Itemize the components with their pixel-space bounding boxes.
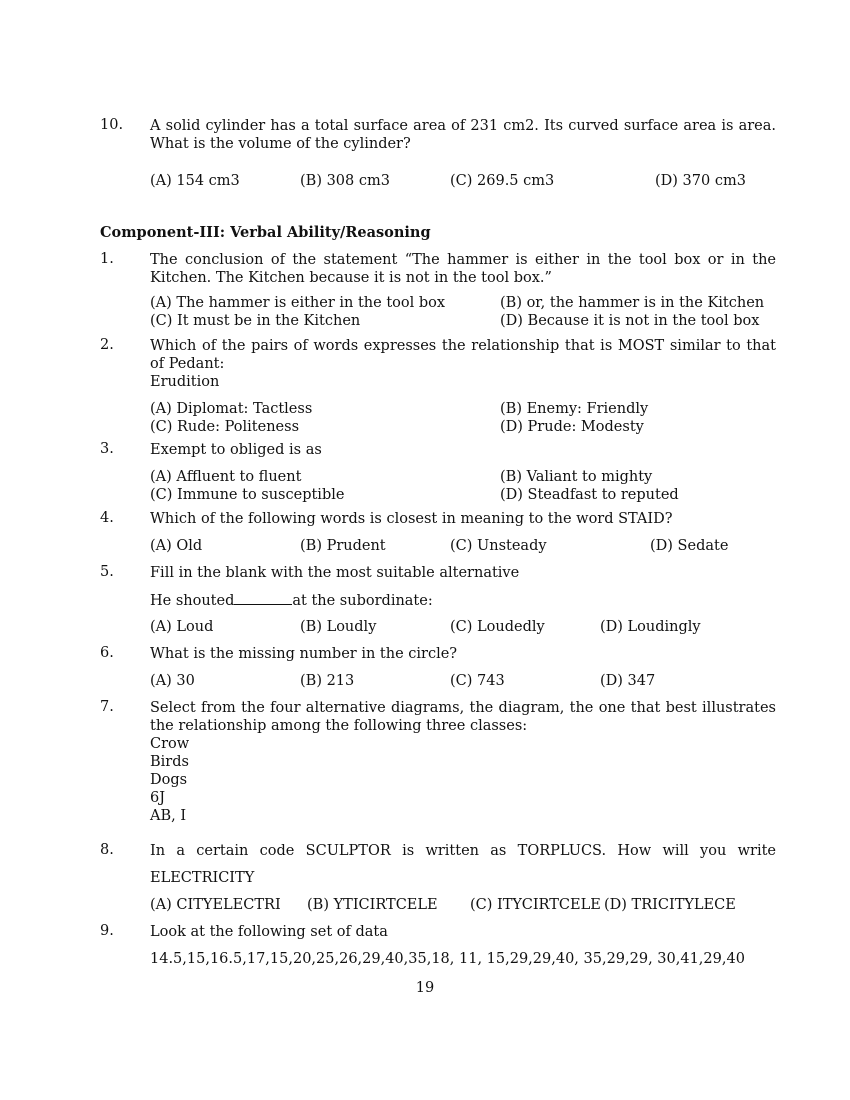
class-line: Crow [150,736,190,752]
option-d: (D) Loudingly [600,619,701,635]
option-b: (B) Valiant to mighty [500,469,653,485]
option-d: (D) Prude: Modesty [500,419,644,435]
option-b: (B) 308 cm3 [300,173,390,189]
question-text: A solid cylinder has a total surface area of 231 cm2. Its curved surface area is area. What is the volume of the cylinder? [150,118,776,152]
question-number: 6. [100,645,114,661]
option-a: (A) Affluent to fluent [150,469,302,485]
question-number: 4. [100,510,114,526]
question-extra-line: Erudition [150,374,220,390]
option-a: (A) The hammer is either in the tool box [150,295,446,311]
sentence-after: at the subordinate: [292,593,433,609]
class-line: Dogs [150,772,188,788]
section-heading: Component-III: Verbal Ability/Reasoning [100,224,431,241]
option-a: (A) Loud [150,619,214,635]
option-a: (A) CITYELECTRI [150,897,281,913]
question-text: The conclusion of the statement “The hammer is either in the tool box or in the Kitchen. The Kitchen because it is not in the tool box.” [150,252,776,286]
option-c: (C) Rude: Politeness [150,419,300,435]
option-c: (C) 743 [450,673,505,689]
question-word: ELECTRICITY [150,870,255,886]
sentence-before: He shouted [150,593,235,609]
class-line: Birds [150,754,189,770]
option-d: (D) TRICITYLECE [604,897,736,913]
option-c: (C) Loudedly [450,619,545,635]
option-d: (D) Steadfast to reputed [500,487,679,503]
question-text: Select from the four alternative diagrams, the diagram, the one that best illustrates the relationship among the following three classes: [150,700,776,734]
option-d: (D) 347 [600,673,656,689]
option-b: (B) Enemy: Friendly [500,401,649,417]
answer-blank [234,591,292,605]
question-number: 5. [100,564,114,580]
option-b: (B) Prudent [300,538,386,554]
question-text: In a certain code SCULPTOR is written as TORPLUCS. How will you write [150,843,776,859]
option-c: (C) It must be in the Kitchen [150,313,361,329]
option-c: (C) Immune to susceptible [150,487,345,503]
class-line: 6J [150,790,166,806]
option-b: (B) YTICIRTCELE [307,897,438,913]
fill-in-sentence [150,591,776,610]
question-number: 1. [100,251,114,267]
question-text: What is the missing number in the circle? [150,646,458,662]
question-number: 10. [100,117,124,133]
option-d: (D) Sedate [650,538,729,554]
option-c: (C) Unsteady [450,538,547,554]
class-list [150,735,776,825]
question-text: Fill in the blank with the most suitable alternative [150,565,520,581]
option-c: (C) ITYCIRTCELE [470,897,601,913]
question-number: 8. [100,842,114,858]
class-line: AB, I [150,808,187,824]
option-a: (A) 154 cm3 [150,173,240,189]
option-b: (B) or, the hammer is in the Kitchen [500,295,765,311]
question-number: 7. [100,699,114,715]
page-number: 19 [415,980,435,996]
question-text: Which of the pairs of words expresses the relationship that is MOST similar to that of Pedant: [150,338,776,372]
option-d: (D) 370 cm3 [655,173,746,189]
option-c: (C) 269.5 cm3 [450,173,555,189]
question-text: Exempt to obliged is as [150,442,322,458]
question-text: Which of the following words is closest in meaning to the word STAID? [150,511,673,527]
question-number: 2. [100,337,114,353]
option-b: (B) Loudly [300,619,377,635]
option-d: (D) Because it is not in the tool box [500,313,760,329]
question-text: Look at the following set of data [150,924,388,940]
option-a: (A) 30 [150,673,195,689]
data-set: 14.5,15,16.5,17,15,20,25,26,29,40,35,18, 11, 15,29,29,40, 35,29,29, 30,41,29,40 [150,951,745,967]
option-a: (A) Old [150,538,203,554]
option-b: (B) 213 [300,673,355,689]
question-number: 3. [100,441,114,457]
question-number: 9. [100,923,114,939]
option-a: (A) Diplomat: Tactless [150,401,313,417]
